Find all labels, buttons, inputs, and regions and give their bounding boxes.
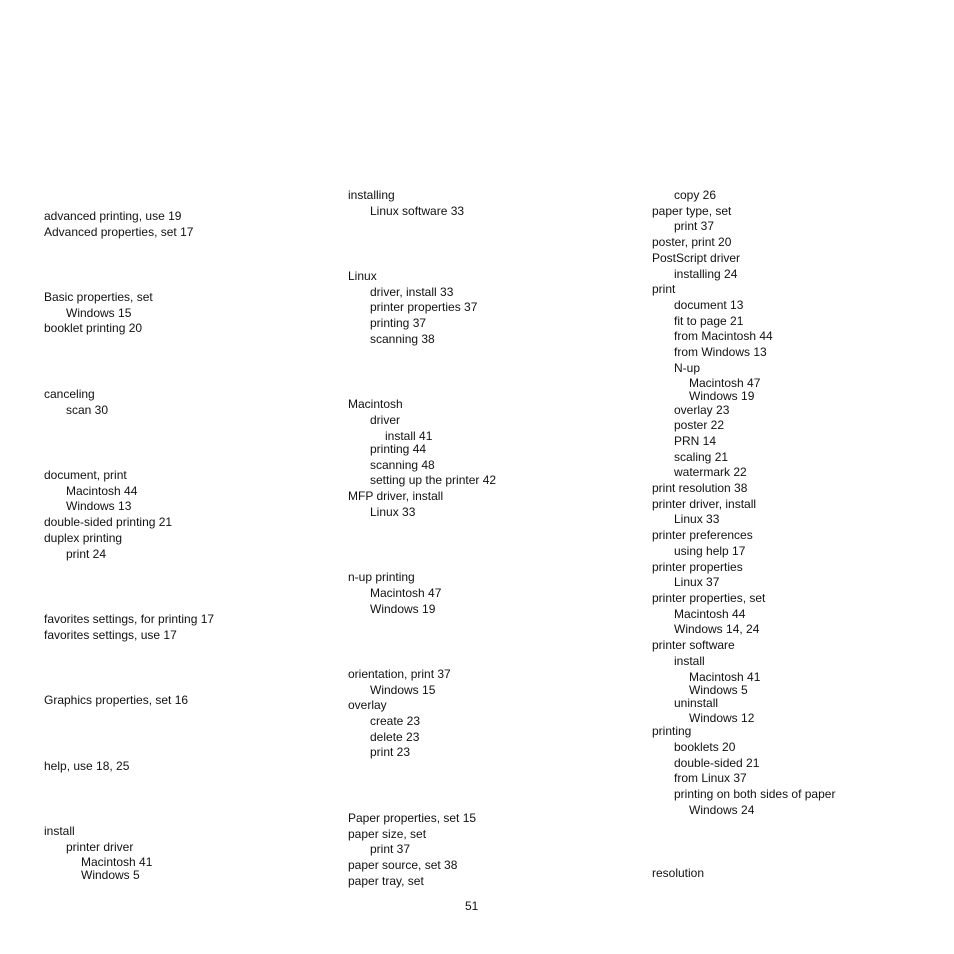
index-entry: help, use 18, 25 (44, 759, 130, 773)
index-subentry: Macintosh 44 (66, 484, 138, 498)
index-entry: MFP driver, install (348, 489, 444, 503)
index-entry: printer software (652, 638, 735, 652)
index-subentry: Macintosh 41 (689, 670, 761, 684)
index-subentry: create 23 (370, 714, 421, 728)
index-entry: n-up printing (348, 570, 415, 584)
index-entry: installing (348, 188, 395, 202)
index-subentry: printer properties 37 (370, 300, 478, 314)
index-subentry: Linux 33 (370, 505, 416, 519)
index-subentry: Macintosh 44 (674, 607, 746, 621)
index-subentry: scanning 38 (370, 332, 435, 346)
index-subentry: setting up the printer 42 (370, 473, 497, 487)
index-entry: document, print (44, 468, 127, 482)
index-subentry: install (674, 654, 705, 668)
index-subentry: watermark 22 (674, 465, 747, 479)
index-entry: printer driver, install (652, 497, 757, 511)
index-subentry: overlay 23 (674, 403, 730, 417)
index-subentry: delete 23 (370, 730, 420, 744)
index-subentry: scaling 21 (674, 450, 729, 464)
page-number: 51 (465, 899, 479, 913)
index-subentry: Windows 19 (370, 602, 436, 616)
index-entry: paper source, set 38 (348, 858, 458, 872)
index-subentry: printing on both sides of paper (674, 787, 836, 801)
index-subentry: print 37 (370, 842, 411, 856)
index-entry: booklet printing 20 (44, 321, 143, 335)
index-subentry: printing 44 (370, 442, 427, 456)
index-subentry: Linux 33 (674, 512, 720, 526)
index-subentry: install 41 (385, 429, 433, 443)
index-subentry: PRN 14 (674, 434, 717, 448)
index-subentry: fit to page 21 (674, 314, 744, 328)
index-entry: favorites settings, use 17 (44, 628, 177, 642)
index-entry: Linux (348, 269, 377, 283)
index-subentry: Macintosh 47 (370, 586, 442, 600)
index-entry: double-sided printing 21 (44, 515, 173, 529)
index-entry: paper type, set (652, 204, 732, 218)
index-entry: Macintosh (348, 397, 403, 411)
index-subentry: Windows 15 (370, 683, 436, 697)
index-entry: duplex printing (44, 531, 123, 545)
index-entry: printer preferences (652, 528, 753, 542)
index-entry: resolution (652, 866, 705, 880)
index-subentry: using help 17 (674, 544, 746, 558)
index-entry: printer properties (652, 560, 743, 574)
index-subentry: uninstall (674, 696, 719, 710)
index-subentry: print 24 (66, 547, 107, 561)
index-entry: paper tray, set (348, 874, 424, 888)
index-subentry: from Macintosh 44 (674, 329, 773, 343)
index-entry: advanced printing, use 19 (44, 209, 182, 223)
index-subentry: Windows 13 (66, 499, 132, 513)
index-subentry: double-sided 21 (674, 756, 760, 770)
index-entry: orientation, print 37 (348, 667, 451, 681)
index-subentry: poster 22 (674, 418, 725, 432)
index-entry: print resolution 38 (652, 481, 748, 495)
index-subentry: N-up (674, 361, 701, 375)
index-subentry: Macintosh 41 (81, 855, 153, 869)
index-entry: paper size, set (348, 827, 427, 841)
index-entry: print (652, 282, 676, 296)
index-entry: Advanced properties, set 17 (44, 225, 194, 239)
index-entry: Basic properties, set (44, 290, 153, 304)
index-subentry: from Windows 13 (674, 345, 767, 359)
index-subentry: Windows 12 (689, 711, 755, 725)
index-subentry: document 13 (674, 298, 744, 312)
index-subentry: copy 26 (674, 188, 717, 202)
index-subentry: booklets 20 (674, 740, 736, 754)
index-entry: Paper properties, set 15 (348, 811, 477, 825)
index-entry: PostScript driver (652, 251, 741, 265)
index-subentry: Macintosh 47 (689, 376, 761, 390)
index-subentry: print 23 (370, 745, 411, 759)
index-subentry: driver, install 33 (370, 285, 454, 299)
index-subentry: Windows 19 (689, 389, 755, 403)
index-subentry: installing 24 (674, 267, 738, 281)
index-entry: printer properties, set (652, 591, 766, 605)
index-subentry: Windows 5 (81, 868, 140, 882)
index-subentry: Linux software 33 (370, 204, 465, 218)
index-subentry: Linux 37 (674, 575, 720, 589)
index-subentry: scanning 48 (370, 458, 435, 472)
index-subentry: printing 37 (370, 316, 427, 330)
index-subentry: scan 30 (66, 403, 109, 417)
index-entry: Graphics properties, set 16 (44, 693, 189, 707)
index-subentry: Windows 15 (66, 306, 132, 320)
index-subentry: Windows 14, 24 (674, 622, 760, 636)
index-subentry: from Linux 37 (674, 771, 747, 785)
index-subentry: printer driver (66, 840, 134, 854)
index-subentry: Windows 5 (689, 683, 748, 697)
index-entry: favorites settings, for printing 17 (44, 612, 215, 626)
index-subentry: Windows 24 (689, 803, 755, 817)
index-entry: canceling (44, 387, 95, 401)
index-entry: install (44, 824, 75, 838)
index-entry: overlay (348, 698, 387, 712)
index-entry: poster, print 20 (652, 235, 732, 249)
index-subentry: driver (370, 413, 401, 427)
index-subentry: print 37 (674, 219, 715, 233)
index-entry: printing (652, 724, 692, 738)
